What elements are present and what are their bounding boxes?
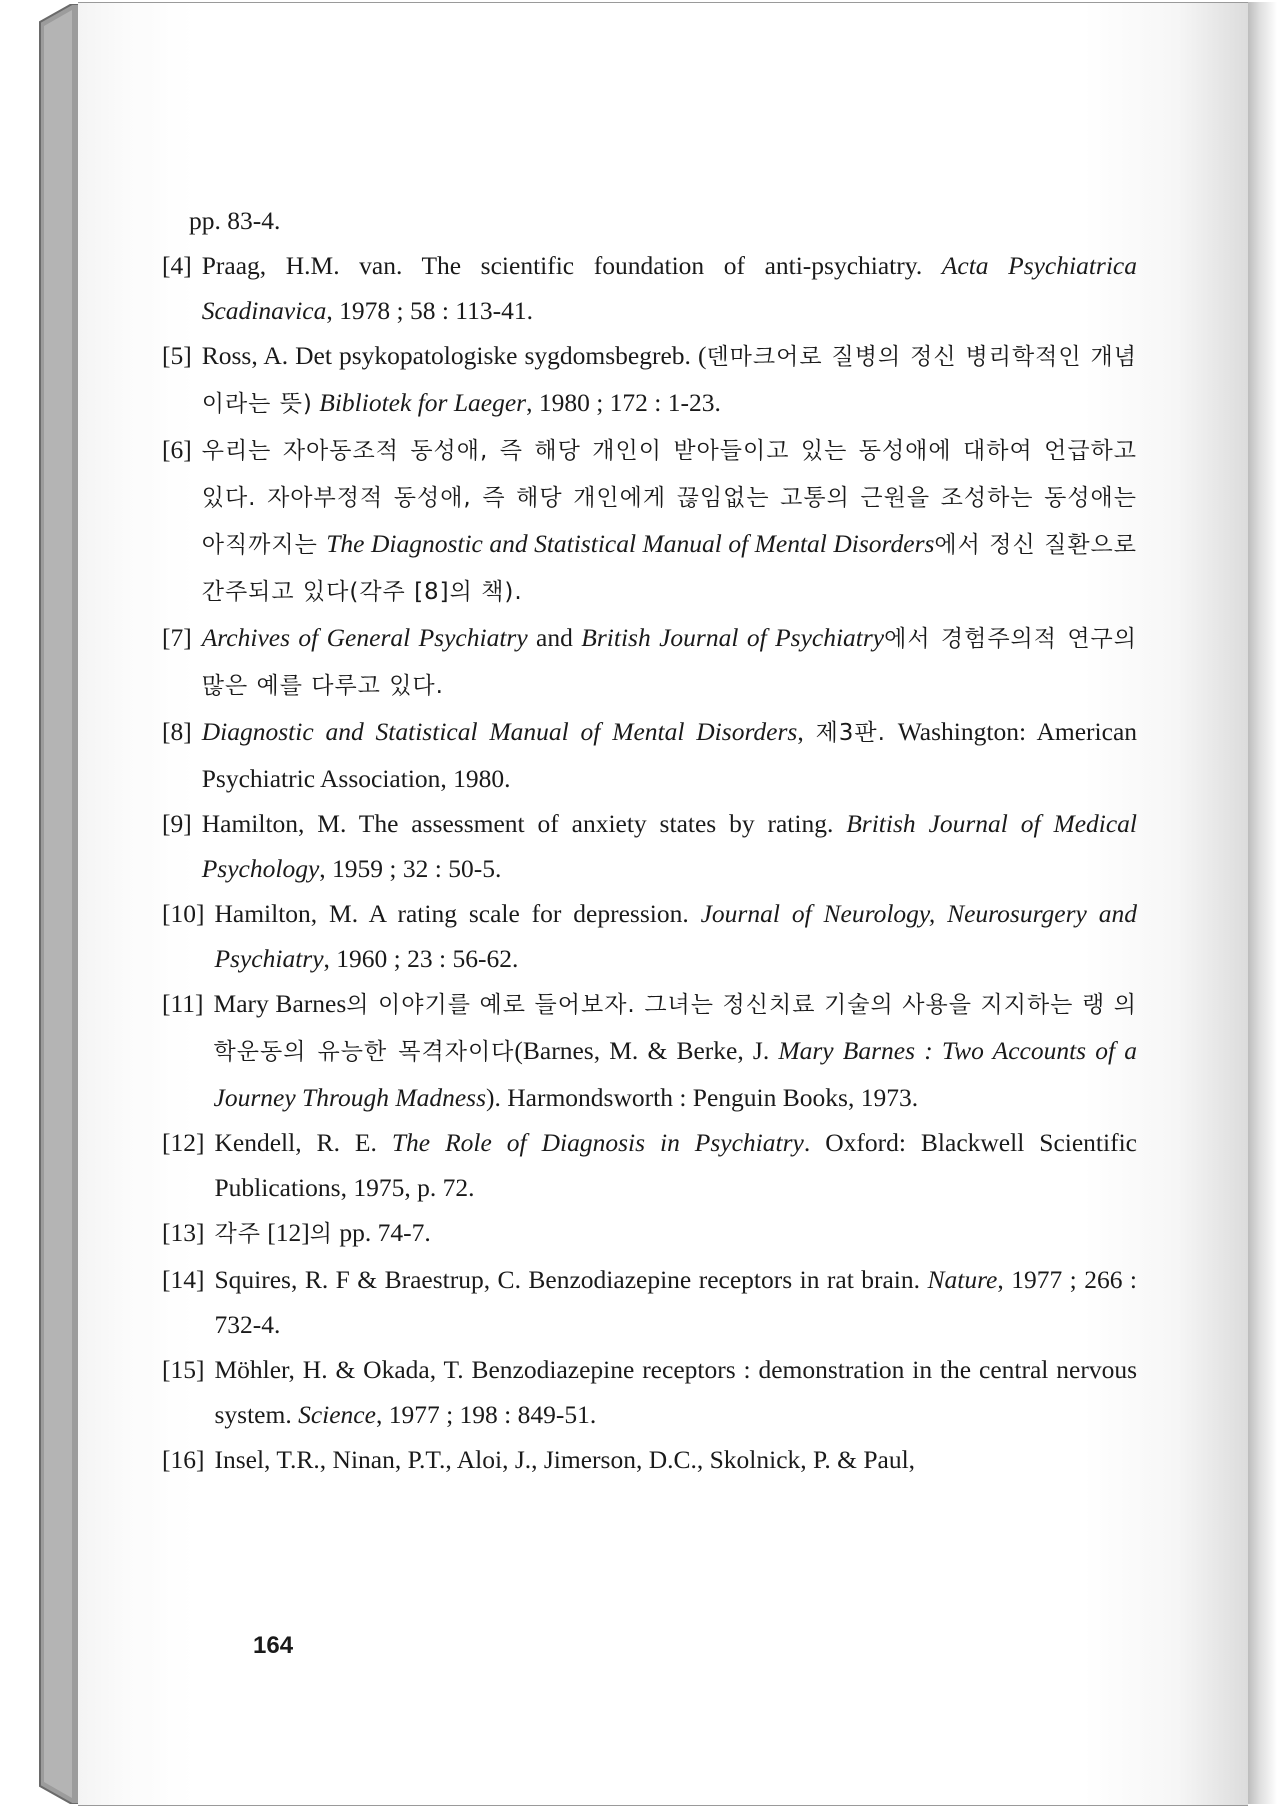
reference-9	[162, 801, 1137, 891]
reference-11	[162, 981, 1137, 1120]
ref-citation: , 1980 ; 172 : 1-23.	[526, 388, 721, 417]
reference-13	[162, 1210, 1137, 1257]
ref-korean-note-2: 에서 정신 질환으로 간주되고 있다	[201, 532, 1137, 605]
ref-number: [13]	[162, 1218, 205, 1247]
ref-book-title: Diagnostic and Statistical Manual of Mental Disorders	[201, 717, 798, 746]
spine-graphic	[36, 4, 80, 1804]
ref-separator: ,	[797, 717, 816, 746]
ref-publisher: . Oxford: Blackwell Scientific Publications, 1975, p. 72.	[214, 1128, 1137, 1202]
ref-author-title: Squires, R. F & Braestrup, C. Benzodiazepine receptors in rat brain.	[214, 1265, 928, 1294]
ref-author-title: Praag, H.M. van. The scientific foundation of anti-psychiatry.	[201, 251, 942, 280]
ref-citation: , 1960 ; 23 : 56-62.	[323, 944, 519, 973]
ref-korean-note: 덴마크어로 질병의 정신 병리학적인 개념이라는 뜻)	[201, 344, 1137, 417]
book-spine	[36, 4, 80, 1804]
ref-korean-particle: 의	[309, 1221, 333, 1247]
ref-author: Kendell, R. E.	[214, 1128, 392, 1157]
reference-12	[162, 1120, 1137, 1210]
ref-journal: Archives of General Psychiatry	[201, 623, 528, 652]
ref-journal: Bibliotek for Laeger	[312, 388, 527, 417]
ref-journal-2: British Journal of Psychiatry	[581, 623, 885, 652]
ref-number: [14]	[162, 1265, 205, 1294]
reference-7	[162, 615, 1137, 709]
references-list	[162, 198, 1137, 1482]
ref-journal: Acta Psychiatrica Scadinavica	[201, 251, 1137, 325]
ref-author-list: Insel, T.R., Ninan, P.T., Aloi, J., Jimerson, D.C., Skolnick, P. & Paul,	[214, 1445, 916, 1474]
ref-number: [7]	[162, 623, 192, 652]
ref-book-title: The Diagnostic and Statistical Manual of Mental Disorders	[326, 529, 935, 558]
ref-text	[202, 243, 1137, 333]
page-number: 164	[253, 1632, 294, 1659]
ref-korean-note: 각주	[214, 1221, 261, 1247]
ref-korean-note: 에서 경험주의적 연구의 많은 예를 다루고 있다.	[201, 626, 1137, 699]
ref-number: [6]	[162, 435, 192, 464]
ref-journal: Science	[298, 1400, 376, 1429]
ref-text	[202, 709, 1137, 801]
ref-korean-note: 우리는 자아동조적 동성애, 즉 해당 개인이 받아들이고 있는 동성애에 대하여 언급하고 있다. 자아부정적 동성애, 즉 해당 개인에게 끊임없는 고통의 근원을 조성하는 동성애는 아직까지는	[201, 438, 1137, 558]
ref-crossref: [12]	[260, 1218, 310, 1247]
ref-pages: pp. 74-7.	[333, 1218, 431, 1247]
ref-number: [16]	[162, 1445, 205, 1474]
ref-crossref: (각주 [8]의 책).	[349, 579, 523, 605]
ref-author-title: Hamilton, M. A rating scale for depression.	[214, 899, 701, 928]
reference-16	[162, 1437, 1137, 1482]
reference-5	[162, 333, 1137, 427]
ref-citation: , 1959 ; 32 : 50-5.	[319, 854, 502, 883]
ref-book-title: Mary Barnes : Two Accounts of a Journey Through Madness	[213, 1036, 1138, 1112]
ref-text	[202, 615, 1137, 709]
ref-conjunction: and	[527, 623, 582, 652]
ref-text	[214, 981, 1137, 1120]
ref-text	[202, 801, 1137, 891]
ref-text	[214, 1257, 1137, 1347]
ref-author-title: Hamilton, M. The assessment of anxiety states by rating.	[201, 809, 847, 838]
ref-korean-note: 의 이야기를 예로 들어보자. 그녀는 정신치료 기술의 사용을 지지하는 랭 의학운동의 유능한 목격자이다	[213, 992, 1137, 1065]
ref-journal: British Journal of Medical Psychology	[201, 809, 1137, 883]
ref-number: [12]	[162, 1128, 205, 1157]
ref-number: [10]	[162, 899, 205, 928]
ref-text	[214, 1210, 1137, 1257]
continued-line: pp. 83-4.	[189, 206, 281, 235]
reference-4	[162, 243, 1137, 333]
ref-text	[202, 427, 1137, 615]
ref-number: [15]	[162, 1355, 205, 1384]
ref-author-title: Möhler, H. & Okada, T. Benzodiazepine receptors : demonstration in the central nervous system.	[214, 1355, 1137, 1429]
ref-text	[214, 1437, 1137, 1482]
ref-author: (Barnes, M. & Berke, J.	[514, 1036, 779, 1065]
reference-14	[162, 1257, 1137, 1347]
ref-number: [4]	[162, 251, 192, 280]
ref-number: [8]	[162, 717, 192, 746]
ref-text	[214, 1120, 1137, 1210]
ref-subject: Mary Barnes	[213, 989, 347, 1018]
ref-number: [11]	[162, 989, 204, 1018]
reference-10	[162, 891, 1137, 981]
ref-journal: Journal of Neurology, Neurosurgery and Psychiatry	[214, 899, 1137, 973]
ref-text	[214, 1347, 1137, 1437]
ref-citation: , 1977 ; 198 : 849-51.	[375, 1400, 597, 1429]
ref-publisher: Washington: American Psychiatric Association, 1980.	[201, 717, 1138, 793]
ref-number: [5]	[162, 341, 192, 370]
page-edge-shadow	[1248, 2, 1277, 1804]
ref-citation: , 1978 ; 58 : 113-41.	[326, 296, 533, 325]
ref-text	[202, 333, 1137, 427]
reference-8	[162, 709, 1137, 801]
ref-author-title: Ross, A. Det psykopatologiske sygdomsbegreb. (	[201, 341, 707, 370]
ref-number: [9]	[162, 809, 192, 838]
ref-book-title: The Role of Diagnosis in Psychiatry	[391, 1128, 804, 1157]
ref-citation: , 1977 ; 266 : 732-4.	[214, 1265, 1138, 1339]
ref-journal: Nature	[927, 1265, 998, 1294]
ref-text	[214, 891, 1137, 981]
reference-15	[162, 1347, 1137, 1437]
ref-edition: 제3판.	[815, 720, 886, 746]
ref-publisher: ). Harmondsworth : Penguin Books, 1973.	[486, 1083, 919, 1112]
reference-6	[162, 427, 1137, 615]
